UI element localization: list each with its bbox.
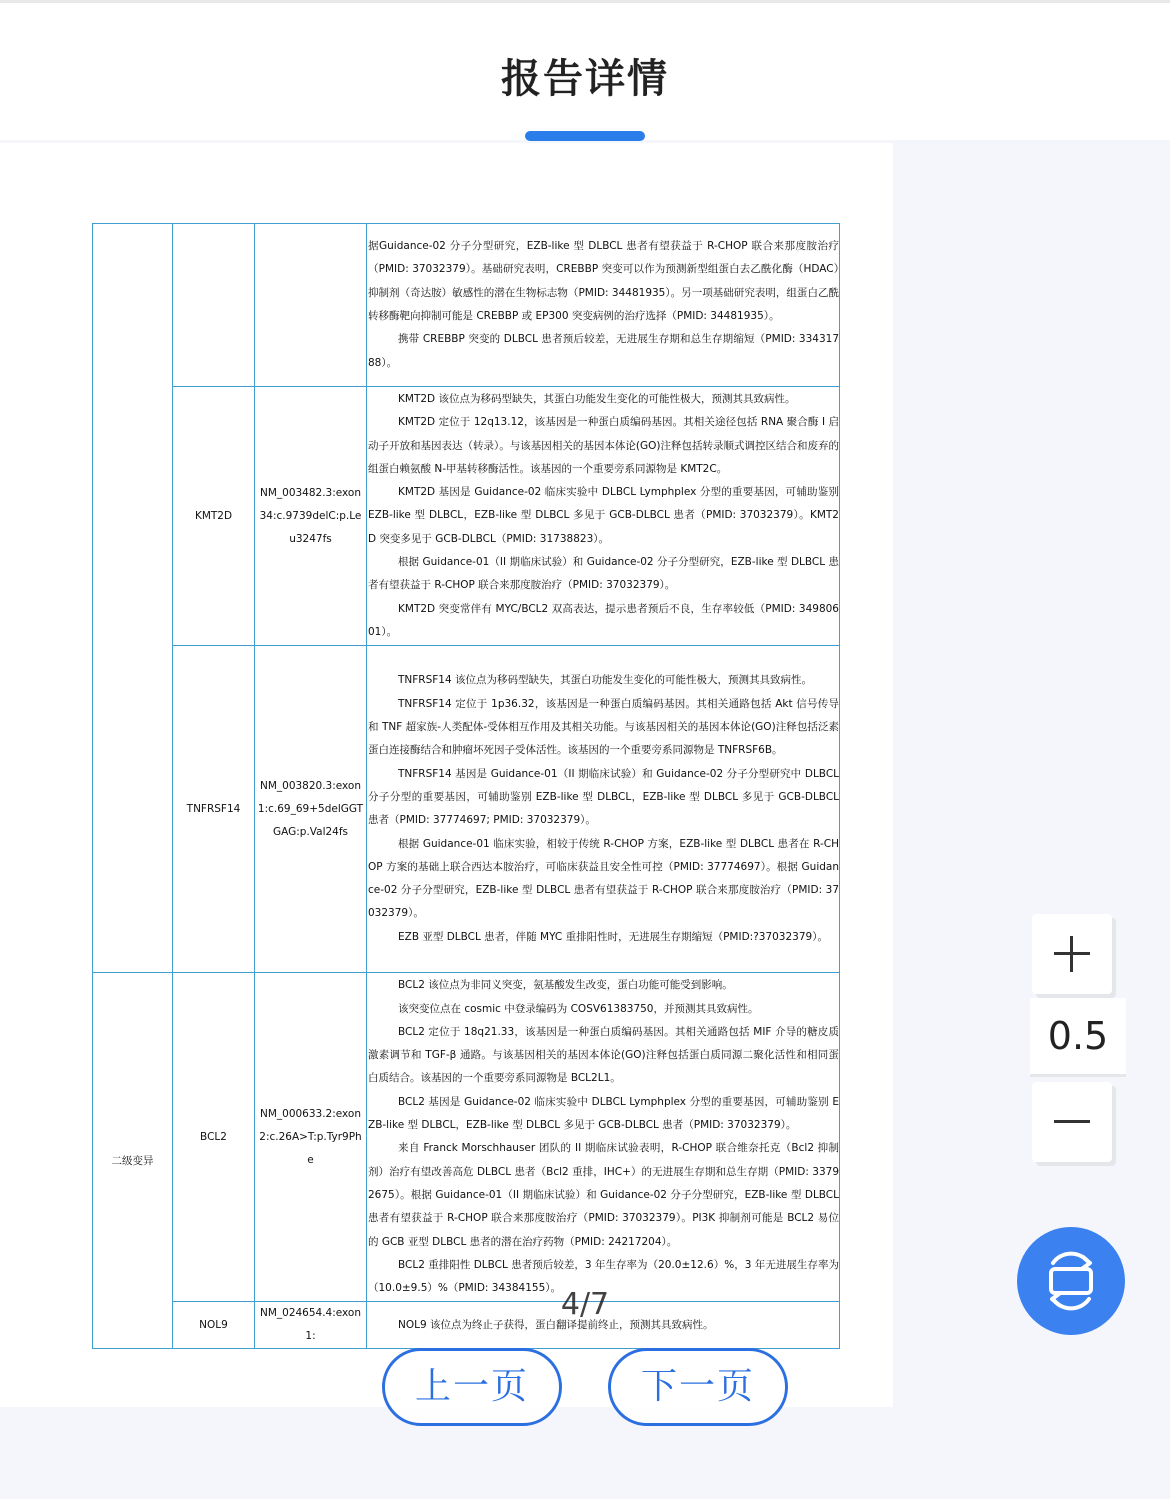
paragraph: 携带 CREBBP 突变的 DLBCL 患者预后较差，无进展生存期和总生存期缩短（PMID: 33431788）。 [368,333,839,369]
mutation-cell: NM_003482.3:exon34:c.9739delC:p.Leu3247fs [255,387,367,646]
paragraph: KMT2D 该位点为移码型缺失，其蛋白功能发生变化的可能性极大，预测其具致病性。 [398,393,796,405]
paragraph: KMT2D 定位于 12q13.12，该基因是一种蛋白质编码基因。其相关途径包括 RNA 聚合酶 I 启动子开放和基因表达（转录）。与该基因相关的基因本体论(GO)注释包括转录顺式调控区结合和废弃的组蛋白赖氨酸 N-甲基转移酶活性。该基因的一个重要旁系同源物是 KMT2C。 [368,416,839,475]
rotate-screen-button[interactable] [1017,1227,1125,1335]
interpretation-cell [367,224,840,387]
paragraph: NOL9 该位点为终止子获得，蛋白翻译提前终止，预测其具致病性。 [398,1318,714,1331]
paragraph: BCL2 基因是 Guidance-02 临床实验中 DLBCL Lymphplex 分型的重要基因，可辅助鉴别 EZB-like 型 DLBCL，EZB-like 型 DLBCL 多见于 GCB-DLBCL 患者（PMID: 37032379）。 [368,1095,839,1132]
mutation-cell: NM_003820.3:exon1:c.69_69+5delGGTGAG:p.Val24fs [255,646,367,973]
paragraph: TNFRSF14 该位点为移码型缺失，其蛋白功能发生变化的可能性极大，预测其具致病性。 [398,674,813,687]
table-row [93,224,840,387]
gene-cell: TNFRSF14 [173,646,255,973]
group-label: 二级变异 [93,973,173,1349]
paragraph: EZB 亚型 DLBCL 患者，伴随 MYC 重排阳性时，无进展生存期缩短（PMID:?37032379）。 [398,930,828,943]
paragraph: BCL2 该位点为非同义突变，氨基酸发生改变，蛋白功能可能受到影响。 [398,979,733,992]
interpretation-cell [367,646,840,973]
paragraph: TNFRSF14 定位于 1p36.32，该基因是一种蛋白质编码基因。其相关通路包括 Akt 信号传导和 TNF 超家族-人类配体-受体相互作用及其相关功能。与该基因相关的基因本体论(GO)注释包括泛素蛋白连接酶结合和肿瘤坏死因子受体活性。该基因的一个重要旁系同源物是 TNFRSF6B。 [368,697,839,757]
page-title: 报告详情 [501,56,669,102]
interpretation-cell [367,387,840,646]
paragraph: 根据 Guidance-01（II 期临床试验）和 Guidance-02 分子分型研究，EZB-like 型 DLBCL 患者有望获益于 R-CHOP 联合来那度胺治疗（PMID: 37032379）。 [368,556,839,592]
paragraph: 来自 Franck Morschhauser 团队的 II 期临床试验表明，R-CHOP 联合维奈托克（Bcl2 抑制剂）治疗有望改善高危 DLBCL 患者（Bcl2 重排，IHC+）的无进展生存期和总生存期（PMID: 33792675）。根据 Guidance-01（II 期临床试验）和 Guidance-02 分子分型研究，EZB-like 型 DLBCL 患者有望获益于 R-CHOP 联合来那度胺治疗（PMID: 37032379）。PI3K 抑制剂可能是 BCL2 易位的 GCB 亚型 DLBCL 患者的潜在治疗药物（PMID: 24217204）。 [368,1142,839,1248]
zoom-in-button[interactable] [1032,914,1112,994]
paragraph: 该突变位点在 cosmic 中登录编码为 COSV61383750，并预测其具致病性。 [398,1002,759,1015]
zoom-out-button[interactable] [1032,1082,1112,1162]
report-table [92,223,840,1349]
prev-page-button[interactable]: 上一页 [382,1348,562,1426]
table-row [93,1302,840,1349]
next-page-button[interactable]: 下一页 [608,1348,788,1426]
paragraph: TNFRSF14 基因是 Guidance-01（II 期临床试验）和 Guidance-02 分子分型研究中 DLBCL 分子分型的重要基因，可辅助鉴别 EZB-like 型 DLBCL，EZB-like 型 DLBCL 多见于 GCB-DLBCL 患者（PMID: 37774697; PMID: 37032379）。 [368,767,839,827]
paragraph: BCL2 重排阳性 DLBCL 患者预后较差，3 年生存率为（20.0±12.6）%，3 年无进展生存率为（10.0±9.5）%（PMID: 34384155）。 [368,1258,839,1295]
paragraph: 根据 Guidance-01 临床实验，相较于传统 R-CHOP 方案，EZB-like 型 DLBCL 患者在 R-CHOP 方案的基础上联合西达本胺治疗，可临床获益且安全性可控（PMID: 37774697）。根据 Guidance-02 分子分型研究，EZB-like 型 DLBCL 患者有望获益于 R-CHOP 联合来那度胺治疗（PMID: 37032379）。 [368,837,839,920]
mutation-cell [255,224,367,387]
table-row [93,973,840,1302]
paragraph: 据Guidance-02 分子分型研究，EZB-like 型 DLBCL 患者有望获益于 R-CHOP 联合来那度胺治疗（PMID: 37032379）。基础研究表明，CREBBP 突变可以作为预测新型组蛋白去乙酰化酶（HDAC）抑制剂（奇达胺）敏感性的潜在生物标志物（PMID: 34481935）。另一项基础研究表明，组蛋白乙酰转移酶靶向抑制可能是 CREBBP 或 EP300 突变病例的治疗选择（PMID: 34481935）。 [368,240,839,322]
gene-cell: NOL9 [173,1302,255,1349]
group-cell [93,224,173,973]
gene-cell: KMT2D [173,387,255,646]
rotate-screen-icon [1039,1249,1103,1313]
table-row [93,646,840,973]
document-viewer[interactable] [0,143,893,1407]
title-underline [525,131,645,141]
mutation-cell: NM_000633.2:exon2:c.26A>T:p.Tyr9Phe [255,973,367,1302]
paragraph: BCL2 定位于 18q21.33，该基因是一种蛋白质编码基因。其相关通路包括 MIF 介导的糖皮质激素调节和 TGF-β 通路。与该基因相关的基因本体论(GO)注释包括蛋白质同源二聚化活性和相同蛋白质结合。该基因的一个重要旁系同源物是 BCL2L1。 [368,1025,839,1085]
paragraph: KMT2D 突变常伴有 MYC/BCL2 双高表达，提示患者预后不良，生存率较低（PMID: 34980601）。 [368,602,839,638]
table-row [93,387,840,646]
zoom-level: 0.5 [1030,998,1126,1074]
interpretation-cell [367,973,840,1302]
gene-cell [173,224,255,387]
page-indicator: 4/7 [560,1287,610,1322]
gene-cell: BCL2 [173,973,255,1302]
paragraph: KMT2D 基因是 Guidance-02 临床实验中 DLBCL Lymphplex 分型的重要基因，可辅助鉴别 EZB-like 型 DLBCL，EZB-like 型 DLBCL 多见于 GCB-DLBCL 患者（PMID: 37032379）。KMT2D 突变多见于 GCB-DLBCL（PMID: 31738823）。 [368,486,839,545]
mutation-cell: NM_024654.4:exon1: [255,1302,367,1349]
page-header [0,0,1170,140]
